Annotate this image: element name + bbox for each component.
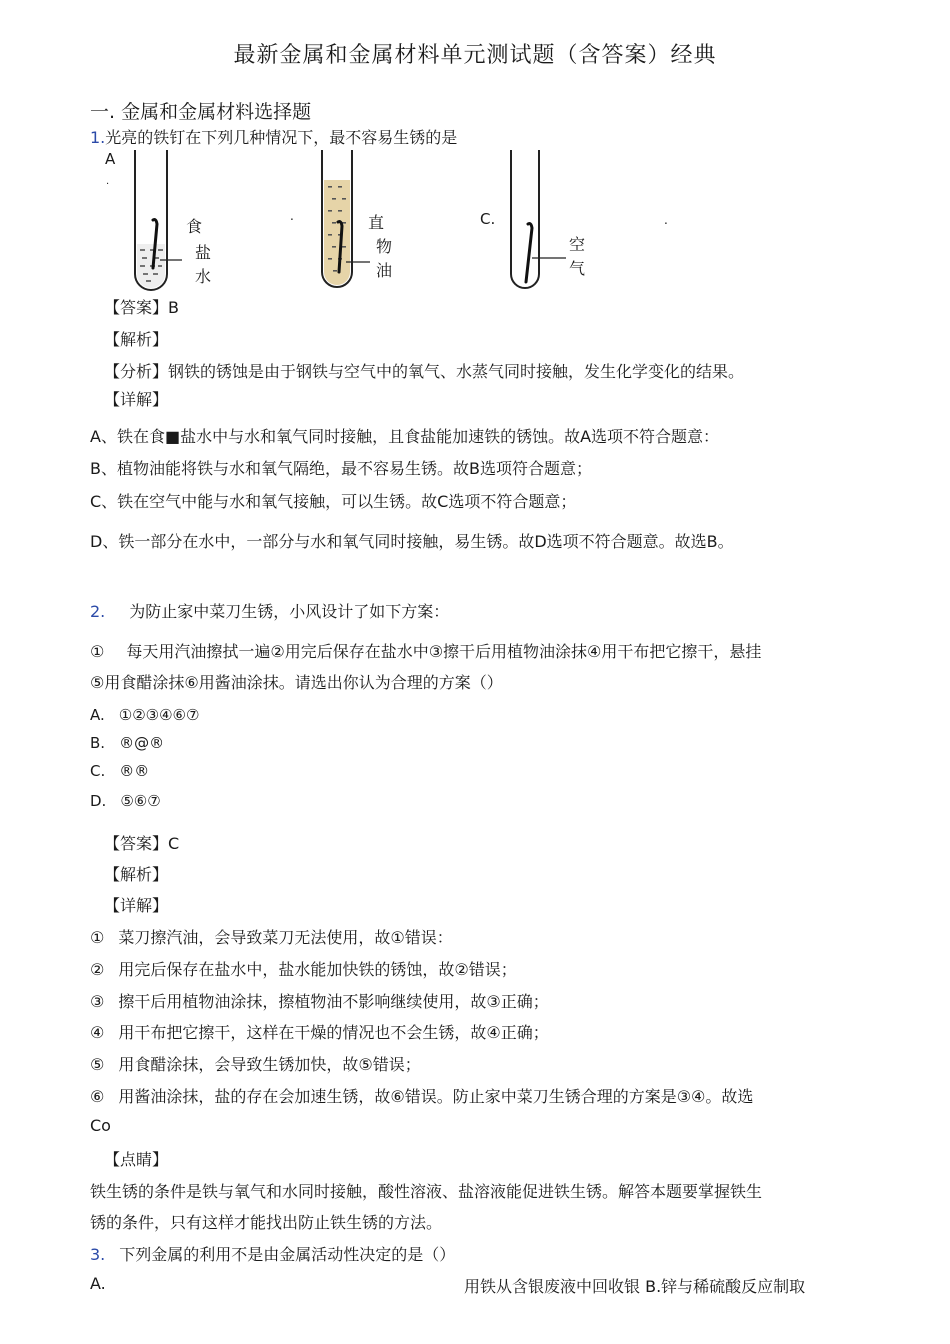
option-d: D. ⑤⑥⑦ — [90, 792, 161, 810]
label-kong: 空 — [569, 235, 586, 254]
question-number: 1. — [90, 128, 106, 147]
question-number: 3. — [90, 1245, 106, 1264]
q1-xiangjie: 【详解】 — [104, 390, 169, 409]
label-wu: 物 — [376, 237, 393, 256]
q1-fenxi: 【分析】钢铁的锈蚀是由于钢铁与空气中的氧气、水蒸气同时接触，发生化学变化的结果。 — [104, 362, 745, 381]
figure-label-c: C. — [480, 210, 496, 228]
q2-item: ④ 用干布把它擦干，这样在干燥的情况也不会生锈，故④正确； — [90, 1023, 549, 1042]
page-title: 最新金属和金属材料单元测试题（含答案）经典 — [233, 43, 717, 68]
question-text: 下列金属的利用不是由金属活动性决定的是（） — [119, 1245, 456, 1264]
q2-dianjing: 【点睛】 — [104, 1150, 169, 1169]
svg-text:.: . — [106, 176, 110, 187]
test-tube-figure — [100, 146, 680, 294]
label-shui: 水 — [195, 267, 212, 286]
section-heading: 一. 金属和金属材料选择题 — [90, 101, 312, 123]
label-yan: 盐 — [195, 243, 212, 262]
q2-item: ② 用完后保存在盐水中，盐水能加快铁的锈蚀，故②错误； — [90, 960, 517, 979]
q2-scheme-line-1 — [90, 639, 761, 662]
figure-label-a: A — [105, 150, 116, 168]
q1-detail-line: A、铁在食■盐水中与水和氧气同时接触，且食盐能加速铁的锈蚀。故A选项不符合题意： — [90, 427, 720, 446]
q1-detail-line: C、铁在空气中能与水和氧气接触，可以生锈。故C选项不符合题意； — [90, 492, 577, 511]
question-3 — [90, 1242, 455, 1265]
tube-c — [511, 150, 585, 288]
q1-detail-line: B、植物油能将铁与水和氧气隔绝，最不容易生锈。故B选项符合题意； — [90, 459, 592, 478]
question-text: 为防止家中菜刀生锈，小风设计了如下方案： — [129, 602, 450, 621]
label-shi: 食 — [186, 217, 203, 236]
q2-item: ③ 擦干后用植物油涂抹，擦植物油不影响继续使用，故③正确； — [90, 992, 549, 1011]
q1-answer: 【答案】B — [104, 298, 179, 317]
svg-text:.: . — [290, 209, 294, 223]
scheme-text: 每天用汽油擦拭一遍②用完后保存在盐水中③擦干后用植物油涂抹④用干布把它擦干，悬挂 — [126, 642, 762, 661]
q2-tail: Co — [90, 1116, 111, 1135]
q3-options-rest: 用铁从含银废液中回收银 B.锌与稀硫酸反应制取 — [464, 1277, 806, 1296]
q1-analysis-head: 【解析】 — [104, 330, 169, 349]
question-2 — [90, 599, 449, 622]
q1-detail-line: D、铁一部分在水中，一部分与水和氧气同时接触，易生锈。故D选项不符合题意。故选B。 — [90, 532, 734, 551]
label-zhi: 直 — [368, 213, 385, 232]
tube-a — [135, 150, 211, 290]
option-c: C. ®® — [90, 762, 150, 780]
svg-text:.: . — [664, 213, 668, 227]
q2-summary-2: 锈的条件，只有这样才能找出防止铁生锈的方法。 — [90, 1213, 443, 1232]
label-you: 油 — [376, 261, 393, 280]
question-text: 光亮的铁钉在下列几种情况下，最不容易生锈的是 — [105, 128, 458, 147]
q2-scheme-line-2: ⑤用食醋涂抹⑥用酱油涂抹。请选出你认为合理的方案（） — [90, 673, 503, 692]
circled-number: ① — [90, 642, 105, 661]
q2-item: ⑤ 用食醋涂抹，会导致生锈加快，故⑤错误； — [90, 1055, 421, 1074]
q2-answer: 【答案】C — [104, 834, 180, 853]
q2-summary-1: 铁生锈的条件是铁与氧气和水同时接触，酸性溶液、盐溶液能促进铁生锈。解答本题要掌握铁生 — [90, 1182, 763, 1201]
option-b: B. ®@® — [90, 734, 165, 752]
q2-item: ⑥ 用酱油涂抹，盐的存在会加速生锈，故⑥错误。防止家中菜刀生锈合理的方案是③④。故选 — [90, 1087, 754, 1106]
q2-analysis-head: 【解析】 — [104, 865, 169, 884]
q2-xiangjie: 【详解】 — [104, 896, 169, 915]
option-a: A. ①②③④⑥⑦ — [90, 706, 200, 724]
tube-b — [322, 150, 392, 287]
question-number: 2. — [90, 602, 106, 621]
q2-item: ① 菜刀擦汽油，会导致菜刀无法使用，故①错误： — [90, 928, 453, 947]
label-qi: 气 — [569, 259, 586, 278]
question-1 — [90, 125, 457, 148]
q3-option-a-label: A. — [90, 1274, 106, 1293]
